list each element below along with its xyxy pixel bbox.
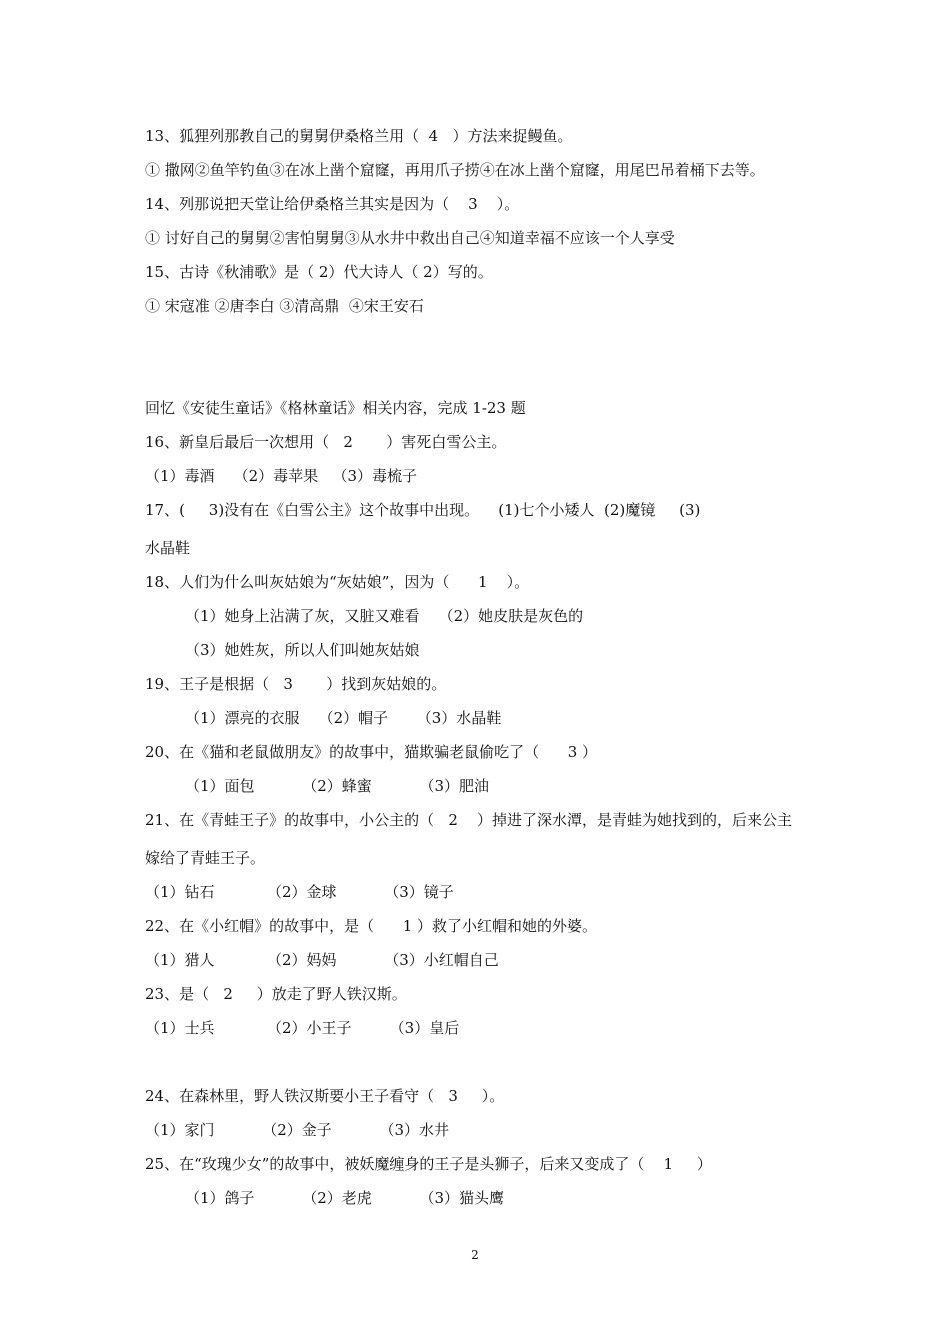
q18-question: 18、人们为什么叫灰姑娘为“灰姑娘”，因为（ 1 ）。 <box>145 573 530 591</box>
q20-options: （1）面包 （2）蜂蜜 （3）肥油 <box>185 777 489 795</box>
section-instruction: 回忆《安徒生童话》《格林童话》相关内容，完成 1-23 题 <box>145 399 526 417</box>
q20-question: 20、在《猫和老鼠做朋友》的故事中，猫欺骗老鼠偷吃了（ 3 ） <box>145 743 598 761</box>
q22-options: （1）猎人 （2）妈妈 （3）小红帽自己 <box>145 951 499 969</box>
q14-question: 14、列那说把天堂让给伊桑格兰其实是因为（ 3 ）。 <box>145 195 520 213</box>
q22-question: 22、在《小红帽》的故事中，是（ 1 ）救了小红帽和她的外婆。 <box>145 917 598 935</box>
q21-continuation: 嫁给了青蛙王子。 <box>145 849 266 867</box>
q19-options: （1）漂亮的衣服 （2）帽子 （3）水晶鞋 <box>185 709 502 727</box>
q18-options-1: （1）她身上沾满了灰，又脏又难看 （2）她皮肤是灰色的 <box>185 607 584 625</box>
q23-options: （1）士兵 （2）小王子 （3）皇后 <box>145 1019 460 1037</box>
q15-options: ① 宋寇准 ②唐李白 ③清高鼎 ④宋王安石 <box>145 297 424 315</box>
q13-options: ① 撒网②鱼竿钓鱼③在冰上凿个窟窿，再用爪子捞④在冰上凿个窟窿，用尾巴吊着桶下去等。 <box>145 161 765 179</box>
q24-options: （1）家门 （2）金子 （3）水井 <box>145 1121 449 1139</box>
q24-question: 24、在森林里，野人铁汉斯要小王子看守（ 3 ）。 <box>145 1087 505 1105</box>
q19-question: 19、王子是根据（ 3 ）找到灰姑娘的。 <box>145 675 447 693</box>
q17-question: 17、( 3)没有在《白雪公主》这个故事中出现。 (1)七个小矮人 (2)魔镜 (3) <box>145 501 701 519</box>
q15-question: 15、古诗《秋浦歌》是（ 2）代大诗人（ 2）写的。 <box>145 263 493 281</box>
q25-question: 25、在“玫瑰少女”的故事中，被妖魔缠身的王子是头狮子，后来又变成了（ 1 ） <box>145 1155 712 1173</box>
q21-question: 21、在《青蛙王子》的故事中，小公主的（ 2 ）掉进了深水潭，是青蛙为她找到的，后来公主 <box>145 811 793 829</box>
q17-continuation: 水晶鞋 <box>145 539 191 557</box>
q21-options: （1）钻石 （2）金球 （3）镜子 <box>145 883 454 901</box>
q16-options: （1）毒酒 （2）毒苹果 （3）毒梳子 <box>145 467 418 485</box>
q18-options-2: （3）她姓灰，所以人们叫她灰姑娘 <box>185 641 420 659</box>
q25-options: （1）鸽子 （2）老虎 （3）猫头鹰 <box>185 1189 504 1207</box>
q14-options: ① 讨好自己的舅舅②害怕舅舅③从水井中救出自己④知道幸福不应该一个人享受 <box>145 229 675 247</box>
q13-question: 13、狐狸列那教自己的舅舅伊桑格兰用（ 4 ）方法来捉鳗鱼。 <box>145 127 573 145</box>
q16-question: 16、新皇后最后一次想用（ 2 ）害死白雪公主。 <box>145 433 507 451</box>
q23-question: 23、是（ 2 ）放走了野人铁汉斯。 <box>145 985 407 1003</box>
page-number: 2 <box>471 1248 479 1262</box>
